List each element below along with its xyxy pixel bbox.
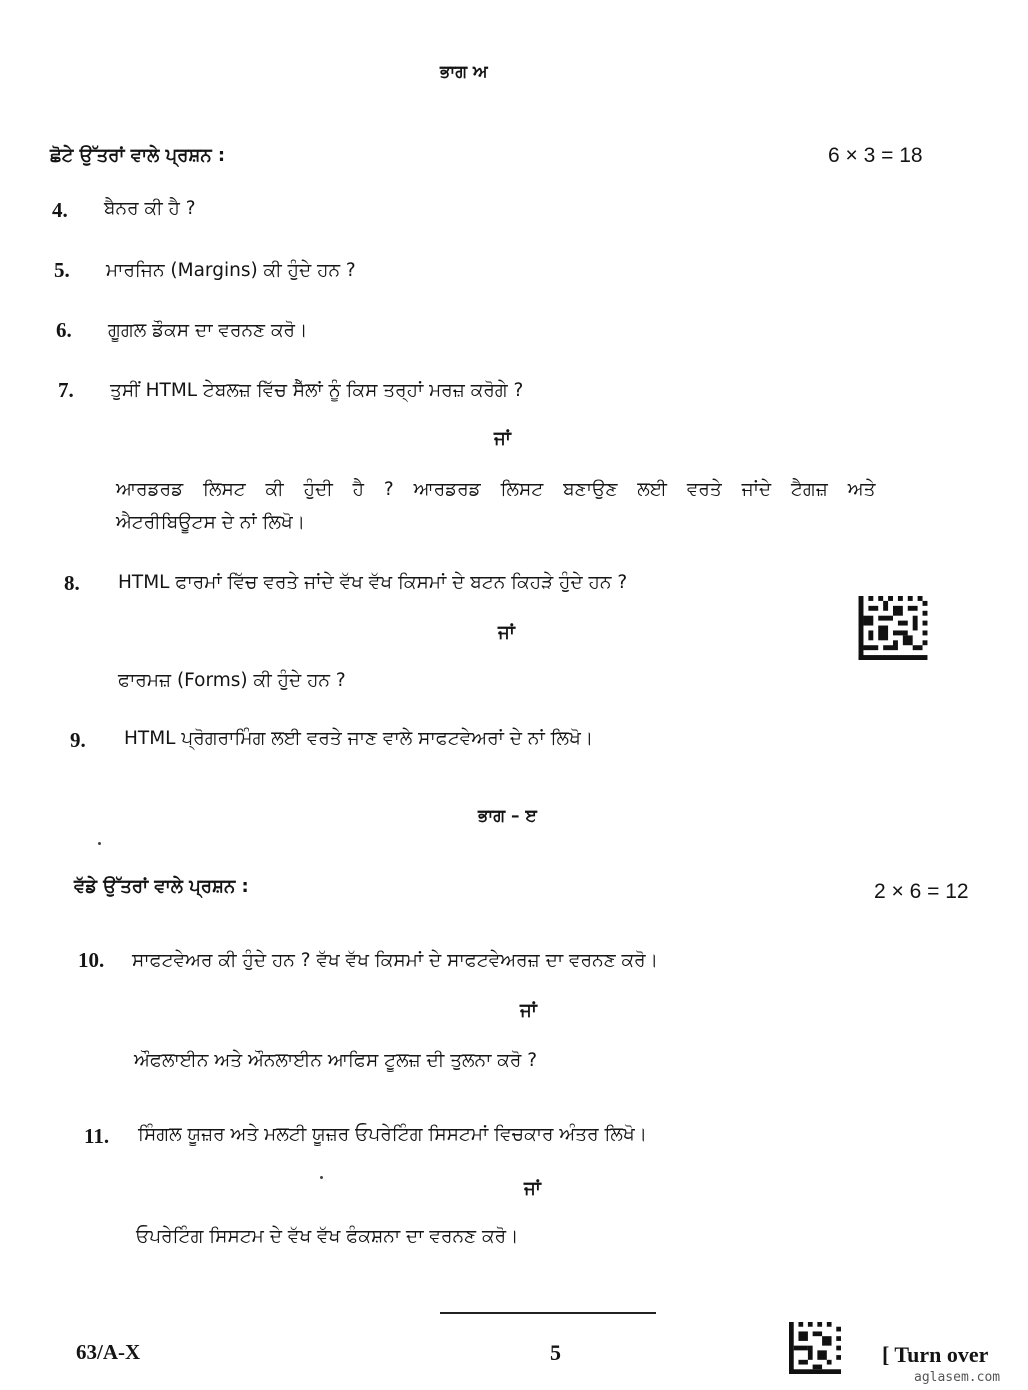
section-a-marks: 6 × 3 = 18 xyxy=(828,144,923,167)
or-label: ਜਾਂ xyxy=(494,428,511,449)
question-text: HTML ਪ੍ਰੋਗਰਾਮਿੰਗ ਲਈ ਵਰਤੇ ਜਾਣ ਵਾਲੇ ਸਾਫਟਵੇਅਰਾਂ ਦੇ ਨਾਂ ਲਿਖੋ। xyxy=(124,728,594,749)
question-alt-text: ਓਪਰੇਟਿੰਗ ਸਿਸਟਮ ਦੇ ਵੱਖ ਵੱਖ ਫੰਕਸ਼ਨਾ ਦਾ ਵਰਨਣ ਕਰੋ। xyxy=(136,1226,519,1247)
section-a-heading: ਛੋਟੇ ਉੱਤਰਾਂ ਵਾਲੇ ਪ੍ਰਸ਼ਨ : xyxy=(50,145,226,166)
or-label: ਜਾਂ xyxy=(524,1178,541,1199)
question-text: ਸਿੰਗਲ ਯੂਜ਼ਰ ਅਤੇ ਮਲਟੀ ਯੂਜ਼ਰ ਓਪਰੇਟਿੰਗ ਸਿਸਟਮਾਂ ਵਿਚਕਾਰ ਅੰਤਰ ਲਿਖੋ। xyxy=(138,1124,648,1145)
scan-speck xyxy=(98,842,101,845)
question-number: 6. xyxy=(56,318,72,342)
question-number: 8. xyxy=(64,571,80,595)
question-text: ਬੈਨਰ ਕੀ ਹੈ ? xyxy=(104,198,196,219)
question-number: 10. xyxy=(78,948,105,972)
question-number: 9. xyxy=(70,728,86,752)
question-text: ਸਾਫਟਵੇਅਰ ਕੀ ਹੁੰਦੇ ਹਨ ? ਵੱਖ ਵੱਖ ਕਿਸਮਾਂ ਦੇ ਸਾਫਟਵੇਅਰਜ਼ ਦਾ ਵਰਨਣ ਕਰੋ। xyxy=(132,950,659,971)
question-alt-text: ਔਫਲਾਈਨ ਅਤੇ ਔਨਲਾਈਨ ਆਫਿਸ ਟੂਲਜ਼ ਦੀ ਤੁਲਨਾ ਕਰੋ ? xyxy=(134,1050,538,1071)
watermark-site: aglasem.com xyxy=(914,1370,1001,1385)
section-b-title: ਭਾਗ – ੲ xyxy=(478,806,537,826)
paper-code: 63/A-X xyxy=(76,1340,141,1364)
or-label: ਜਾਂ xyxy=(520,1000,537,1021)
question-text: ਤੁਸੀਂ HTML ਟੇਬਲਜ਼ ਵਿੱਚ ਸੈੱਲਾਂ ਨੂੰ ਕਿਸ ਤਰ੍ਹਾਂ ਮਰਜ਼ ਕਰੋਗੇ ? xyxy=(110,380,524,401)
question-text: ਮਾਰਜਿਨ (Margins) ਕੀ ਹੁੰਦੇ ਹਨ ? xyxy=(106,260,356,281)
question-text: HTML ਫਾਰਮਾਂ ਵਿੱਚ ਵਰਤੇ ਜਾਂਦੇ ਵੱਖ ਵੱਖ ਕਿਸਮਾਂ ਦੇ ਬਟਨ ਕਿਹੜੇ ਹੁੰਦੇ ਹਨ ? xyxy=(118,572,628,593)
scan-speck xyxy=(320,1176,323,1179)
datamatrix-code-icon xyxy=(858,596,928,660)
question-alt-text: ਆਰਡਰਡ ਲਿਸਟ ਕੀ ਹੁੰਦੀ ਹੈ ? ਆਰਡਰਡ ਲਿਸਟ ਬਣਾਉਣ ਲਈ ਵਰਤੇ ਜਾਂਦੇ ਟੈਗਜ਼ ਅਤੇ xyxy=(116,479,876,500)
section-b-heading: ਵੱਡੇ ਉੱਤਰਾਂ ਵਾਲੇ ਪ੍ਰਸ਼ਨ : xyxy=(74,876,249,897)
question-number: 7. xyxy=(58,378,74,402)
datamatrix-footer-icon xyxy=(788,1322,842,1374)
section-b-marks: 2 × 6 = 12 xyxy=(874,880,969,903)
or-label: ਜਾਂ xyxy=(498,622,515,643)
question-number: 5. xyxy=(54,258,70,282)
question-alt-text: ਫਾਰਮਜ਼ (Forms) ਕੀ ਹੁੰਦੇ ਹਨ ? xyxy=(118,670,346,691)
question-number: 11. xyxy=(84,1124,110,1148)
page-number: 5 xyxy=(550,1340,561,1365)
question-alt-text: ਐਟਰੀਬਿਊਟਸ ਦੇ ਨਾਂ ਲਿਖੋ। xyxy=(116,512,306,533)
end-rule xyxy=(440,1312,656,1314)
turn-over-label: [ Turn over xyxy=(882,1342,989,1367)
question-text: ਗੂਗਲ ਡੌਕਸ ਦਾ ਵਰਨਣ ਕਰੋ। xyxy=(108,320,308,341)
section-a-title: ਭਾਗ ਅ xyxy=(440,62,488,82)
question-number: 4. xyxy=(52,198,68,222)
